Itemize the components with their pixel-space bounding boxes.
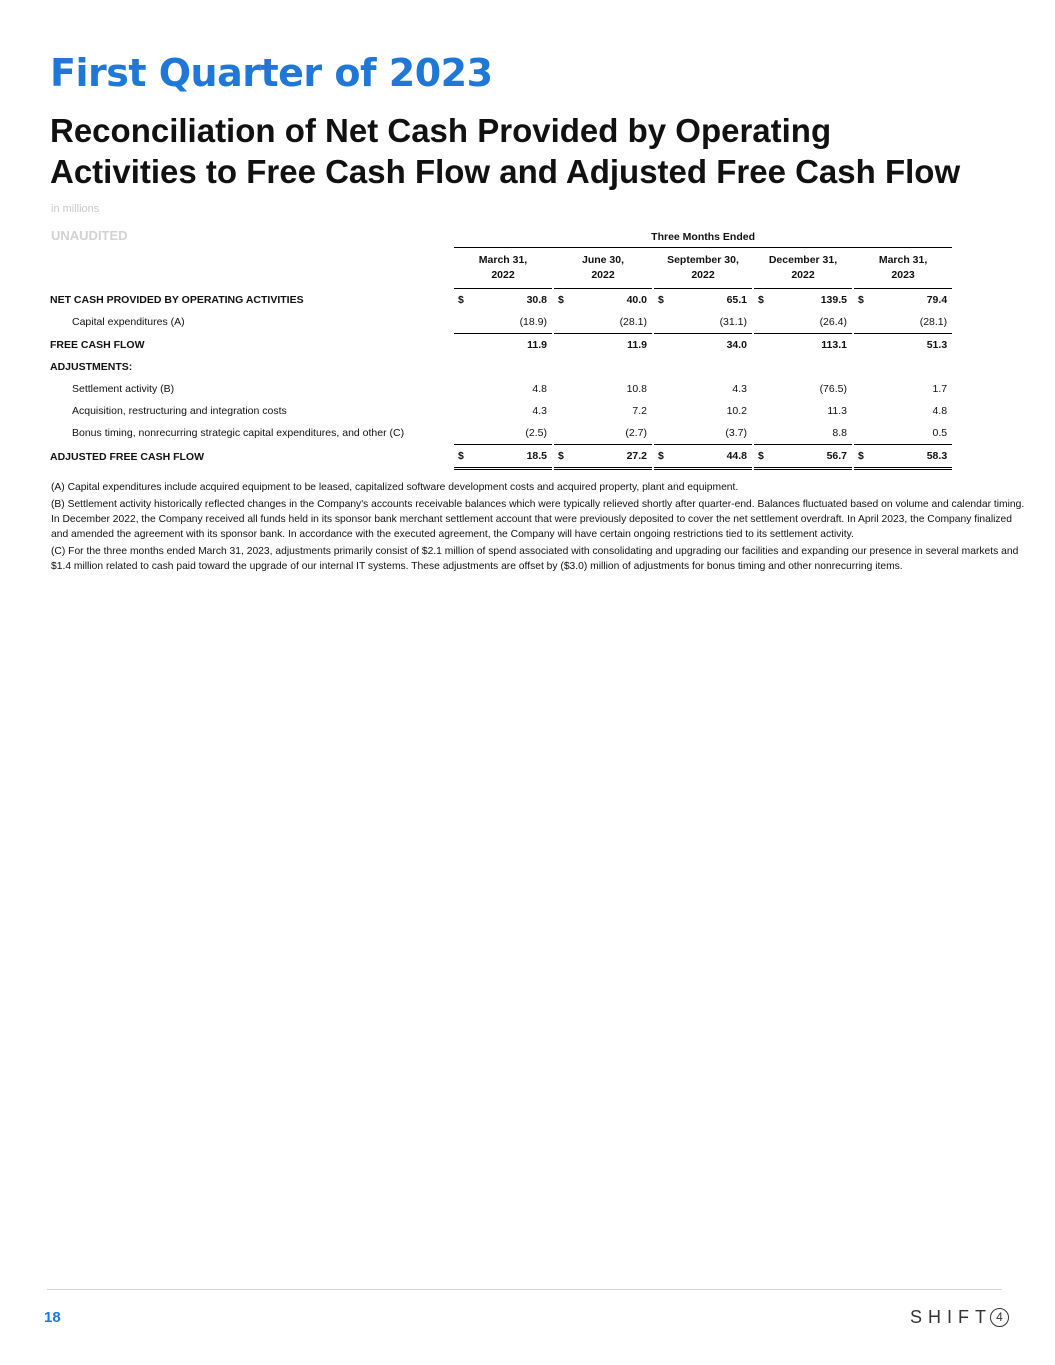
page-title-line-2: Activities to Free Cash Flow and Adjusted Free Cash Flow <box>50 153 961 190</box>
cell-value: 40.0 <box>626 294 647 306</box>
shift4-logo <box>910 1306 1009 1328</box>
cell-value: (2.5) <box>470 422 552 445</box>
currency-symbol: $ <box>558 294 564 306</box>
cell-value: (2.7) <box>570 422 652 445</box>
cell-value: 27.2 <box>570 445 652 469</box>
currency-symbol: $ <box>458 294 464 306</box>
cell-value: (3.7) <box>670 422 752 445</box>
cell-value: 58.3 <box>870 445 952 469</box>
logo-circle-mark: 4 <box>990 1308 1009 1327</box>
row-label: FREE CASH FLOW <box>50 338 145 351</box>
table-row-free-cash-flow <box>50 334 952 357</box>
row-label: Settlement activity (B) <box>72 383 175 395</box>
cell-value: 44.8 <box>670 445 752 469</box>
table-row-adjusted-free-cash-flow <box>50 445 952 469</box>
cell-value: (28.1) <box>870 311 952 334</box>
cell-value: 79.4 <box>926 294 948 306</box>
period-header: March 31, 2022 <box>454 248 552 289</box>
logo-wordmark: SHIFT <box>910 1306 992 1327</box>
cell-value: (76.5) <box>819 383 847 395</box>
currency-symbol: $ <box>854 445 870 469</box>
table-row-acquisition <box>50 400 952 422</box>
cell-value: (18.9) <box>470 311 552 334</box>
cell-value: 0.5 <box>870 422 952 445</box>
cell-value: 51.3 <box>926 339 948 351</box>
page-title-line-1: Reconciliation of Net Cash Provided by Operating <box>50 112 832 149</box>
cell-value: (31.1) <box>670 311 752 334</box>
cell-value: 7.2 <box>632 405 647 417</box>
cell-value: 11.9 <box>627 339 647 351</box>
cell-value: 56.7 <box>770 445 852 469</box>
period-header: March 31, 2023 <box>854 248 952 289</box>
row-label: Acquisition, restructuring and integration costs <box>72 405 287 417</box>
cell-value: 4.8 <box>932 405 948 417</box>
cell-value: 10.2 <box>726 405 747 417</box>
row-label: ADJUSTMENTS: <box>50 361 133 373</box>
table-row-net-cash <box>50 289 952 312</box>
footer-divider <box>47 1289 1002 1290</box>
page-kicker: First Quarter of 2023 <box>50 51 493 95</box>
cell-value: 4.3 <box>732 383 747 395</box>
row-label: ADJUSTED FREE CASH FLOW <box>50 450 205 463</box>
table-row-settlement <box>50 378 952 400</box>
currency-symbol: $ <box>554 445 570 469</box>
cell-value: 65.1 <box>726 294 747 306</box>
three-months-ended-header: Three Months Ended <box>454 227 952 248</box>
cell-value: (28.1) <box>570 311 652 334</box>
table-row-capex <box>50 311 952 334</box>
cell-value: 10.8 <box>626 383 647 395</box>
period-header: June 30, 2022 <box>554 248 652 289</box>
units-label: in millions <box>51 203 100 215</box>
table-group-header-row <box>50 227 952 248</box>
reconciliation-table <box>50 227 952 470</box>
period-header: September 30, 2022 <box>654 248 752 289</box>
footnote-c: (C) For the three months ended March 31, 2023, adjustments primarily consist of $2.1 million of spend associated with consolidating and upgrading our facilities and expanding our presence in several markets and $1.4 million related to cash paid toward the upgrade of our internal IT systems. These adjustments are offset by ($3.0) million of adjustments for bonus timing and other nonrecurring items. <box>51 546 1019 572</box>
unaudited-label: UNAUDITED <box>51 228 128 243</box>
cell-value: 11.3 <box>827 405 847 417</box>
table-row-adjustments-heading <box>50 356 952 378</box>
currency-symbol: $ <box>758 294 764 306</box>
row-label: Capital expenditures (A) <box>72 316 185 329</box>
page-number: 18 <box>44 1309 61 1326</box>
currency-symbol: $ <box>754 445 770 469</box>
cell-value: 34.0 <box>726 339 747 351</box>
footnote-a: (A) Capital expenditures include acquired equipment to be leased, capitalized software development costs and acquired property, plant and equipment. <box>51 482 739 493</box>
currency-symbol: $ <box>454 445 470 469</box>
cell-value: (26.4) <box>770 311 852 334</box>
cell-value: 4.3 <box>532 405 547 417</box>
cell-value: 18.5 <box>470 445 552 469</box>
currency-symbol: $ <box>654 445 670 469</box>
footnote-b: (B) Settlement activity historically reflected changes in the Company's accounts receivable balances which were typically relieved shortly after quarter-end. Balances fluctuated based on volume and calendar timing. In December 2022, the Company received all funds held in its sponsor bank merchant settlement account that were previously deposited to cover the net settlement overdraft. In April 2023, the Company finalized and amended the agreement with its sponsor bank. In accordance with the executed agreement, the Company will have certain ongoing restrictions tied to its settlement activity. <box>51 499 1025 540</box>
currency-symbol: $ <box>658 294 664 306</box>
currency-symbol: $ <box>858 294 864 306</box>
cell-value: 8.8 <box>770 422 852 445</box>
page-title <box>50 110 1030 192</box>
table-row-bonus-timing <box>50 422 952 445</box>
row-label: NET CASH PROVIDED BY OPERATING ACTIVITIES <box>50 293 304 306</box>
cell-value: 1.7 <box>932 383 948 395</box>
period-header: December 31, 2022 <box>754 248 852 289</box>
row-label: Bonus timing, nonrecurring strategic capital expenditures, and other (C) <box>72 427 405 440</box>
table-period-header-row <box>50 248 952 289</box>
cell-value: 113.1 <box>821 339 847 351</box>
cell-value: 139.5 <box>820 294 847 306</box>
cell-value: 11.9 <box>527 339 547 351</box>
cell-value: 30.8 <box>526 294 547 306</box>
footnotes <box>51 480 1026 576</box>
cell-value: 4.8 <box>532 383 547 395</box>
